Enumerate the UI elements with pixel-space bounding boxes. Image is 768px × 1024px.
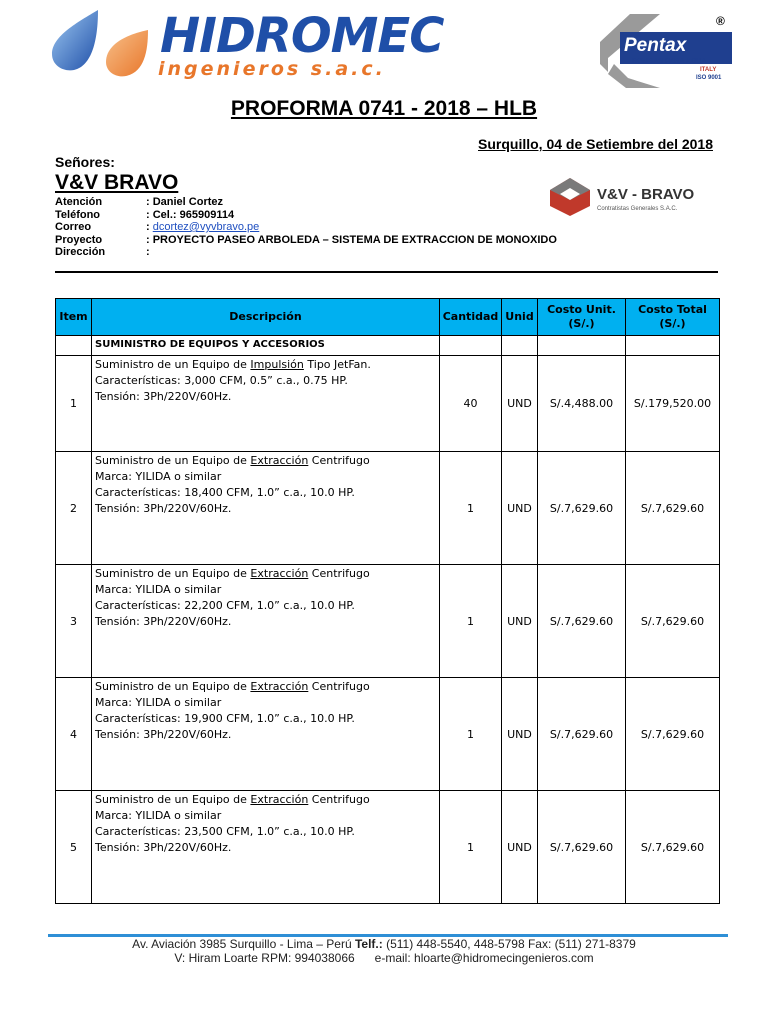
quote-table: [55, 298, 720, 904]
info-label: Proyecto: [55, 234, 103, 246]
cell-cantidad: 1: [440, 565, 502, 678]
footer-tel-label: Telf.:: [354, 937, 383, 951]
desc-text: Centrifugo: [308, 793, 370, 806]
cell-unid: UND: [502, 565, 538, 678]
cell-costo-unit: S/.7,629.60: [538, 565, 626, 678]
info-label: Atención: [55, 196, 103, 208]
pentax-tagline: BOMBAS PARA AGUA: [632, 58, 707, 65]
desc-text: Tipo JetFan.: [303, 358, 371, 371]
cell-cantidad: 40: [440, 356, 502, 452]
cell-unid: UND: [502, 452, 538, 565]
table-header-row: [56, 299, 720, 336]
cell-item: 4: [56, 678, 92, 791]
cell-costo-total: S/.7,629.60: [626, 791, 720, 904]
footer-text: Av. Aviación 3985 Surquillo - Lima – Perú: [132, 937, 355, 951]
desc-text: Suministro de un Equipo de: [95, 793, 251, 806]
desc-line: [95, 453, 436, 469]
cell-descripcion: [92, 452, 440, 565]
desc-text: Suministro de un Equipo de: [95, 567, 251, 580]
info-label: Dirección: [55, 246, 106, 258]
cell-costo-total: S/.179,520.00: [626, 356, 720, 452]
desc-text: Suministro de un Equipo de: [95, 358, 251, 371]
desc-line: Características: 3,000 CFM, 0.5” c.a., 0.75 HP.: [95, 374, 348, 387]
desc-line: Marca: YILIDA o similar: [95, 583, 222, 596]
header-text: Costo Total: [638, 303, 707, 316]
desc-line: Marca: YILIDA o similar: [95, 470, 222, 483]
cell-item: 1: [56, 356, 92, 452]
desc-underlined: Impulsión: [250, 358, 304, 371]
desc-line: Tensión: 3Ph/220V/60Hz.: [95, 390, 232, 403]
registered-mark: ®: [716, 14, 725, 28]
cell-unid: UND: [502, 356, 538, 452]
cell-descripcion: [92, 791, 440, 904]
cell-descripcion: [92, 356, 440, 452]
cell-item: 5: [56, 791, 92, 904]
header-costo-unit: [538, 299, 626, 336]
desc-line: Tensión: 3Ph/220V/60Hz.: [95, 502, 232, 515]
desc-text: Suministro de un Equipo de: [95, 680, 251, 693]
desc-underlined: Extracción: [250, 793, 309, 806]
desc-text: Centrifugo: [308, 680, 370, 693]
header-descripcion: Descripción: [92, 299, 440, 336]
desc-line: Marca: YILIDA o similar: [95, 809, 222, 822]
info-prefix: :: [146, 221, 153, 233]
header-costo-total: [626, 299, 720, 336]
desc-line: [95, 792, 436, 808]
table-row: [56, 452, 720, 565]
cell-costo-unit: S/.7,629.60: [538, 452, 626, 565]
cell-unid: UND: [502, 678, 538, 791]
cell-item: 3: [56, 565, 92, 678]
desc-underlined: Extracción: [250, 567, 309, 580]
desc-line: [95, 357, 436, 373]
desc-line: [95, 566, 436, 582]
vv-bravo-logo-icon: [548, 176, 592, 216]
info-value: : Cel.: 965909114: [146, 209, 235, 221]
cell-item: 2: [56, 452, 92, 565]
brand-subtitle: ingenieros s.a.c.: [158, 58, 386, 80]
cell-costo-unit: S/.4,488.00: [538, 356, 626, 452]
table-row: [56, 565, 720, 678]
table-cell: [502, 336, 538, 356]
hidromec-drop-logo-icon: [48, 8, 158, 80]
table-cell: [56, 336, 92, 356]
brand-name: HIDROMEC: [160, 8, 444, 64]
table-row: [56, 356, 720, 452]
info-direccion: [55, 246, 150, 259]
info-atencion: [55, 196, 223, 209]
section-row: [56, 336, 720, 356]
cell-costo-total: S/.7,629.60: [626, 452, 720, 565]
desc-line: Características: 19,900 CFM, 1.0” c.a., 10.0 HP.: [95, 712, 355, 725]
footer-text: (511) 448-5540, 448-5798 Fax: (511) 271-8379: [382, 937, 636, 951]
vv-bravo-logo-subtitle: Contratistas Generales S.A.C.: [597, 206, 678, 212]
cell-costo-unit: S/.7,629.60: [538, 791, 626, 904]
cell-descripcion: [92, 565, 440, 678]
desc-line: Características: 23,500 CFM, 1.0” c.a., 10.0 HP.: [95, 825, 355, 838]
cell-costo-total: S/.7,629.60: [626, 678, 720, 791]
desc-line: [95, 679, 436, 695]
desc-text: Centrifugo: [308, 567, 370, 580]
cell-cantidad: 1: [440, 452, 502, 565]
pentax-name: Pentax: [624, 35, 687, 56]
desc-text: Centrifugo: [308, 454, 370, 467]
table-cell: [626, 336, 720, 356]
desc-line: Tensión: 3Ph/220V/60Hz.: [95, 728, 232, 741]
header-text: Costo Unit.: [547, 303, 616, 316]
salutation: Señores:: [55, 154, 115, 170]
email-link[interactable]: dcortez@vyvbravo.pe: [152, 221, 260, 233]
section-title: SUMINISTRO DE EQUIPOS Y ACCESORIOS: [92, 336, 440, 356]
info-label: Teléfono: [55, 209, 101, 221]
desc-line: Características: 22,200 CFM, 1.0” c.a., 10.0 HP.: [95, 599, 355, 612]
header-unit: (S/.): [568, 317, 595, 330]
desc-text: Suministro de un Equipo de: [95, 454, 251, 467]
vv-bravo-logo-text: V&V - BRAVO: [597, 186, 695, 203]
cell-cantidad: 1: [440, 791, 502, 904]
desc-line: Características: 18,400 CFM, 1.0” c.a., 10.0 HP.: [95, 486, 355, 499]
cell-descripcion: [92, 678, 440, 791]
cell-unid: UND: [502, 791, 538, 904]
pentax-italy: ITALY: [700, 67, 717, 73]
cell-costo-total: S/.7,629.60: [626, 565, 720, 678]
desc-line: Tensión: 3Ph/220V/60Hz.: [95, 841, 232, 854]
info-label: Correo: [55, 221, 92, 233]
desc-line: Marca: YILIDA o similar: [95, 696, 222, 709]
desc-underlined: Extracción: [250, 680, 309, 693]
table-cell: [440, 336, 502, 356]
desc-line: Tensión: 3Ph/220V/60Hz.: [95, 615, 232, 628]
header-unit: (S/.): [659, 317, 686, 330]
info-value: : PROYECTO PASEO ARBOLEDA – SISTEMA DE EXTRACCION DE MONOXIDO: [146, 234, 557, 246]
footer-address: [0, 937, 768, 951]
document-title: PROFORMA 0741 - 2018 – HLB: [230, 97, 538, 120]
table-row: [56, 678, 720, 791]
footer-contact: V: Hiram Loarte RPM: 994038066 e-mail: hloarte@hidromecingenieros.com: [174, 951, 594, 965]
info-correo: [55, 221, 259, 234]
desc-underlined: Extracción: [250, 454, 309, 467]
header-item: Item: [56, 299, 92, 336]
cell-costo-unit: S/.7,629.60: [538, 678, 626, 791]
info-value: : Daniel Cortez: [146, 196, 224, 208]
table-row: [56, 791, 720, 904]
table-cell: [538, 336, 626, 356]
info-value: :: [146, 246, 150, 258]
client-name: V&V BRAVO: [55, 171, 179, 194]
cell-cantidad: 1: [440, 678, 502, 791]
header-unid: Unid: [502, 299, 538, 336]
pentax-iso: ISO 9001: [696, 75, 722, 81]
header-divider: [55, 271, 718, 273]
document-date: Surquillo, 04 de Setiembre del 2018: [478, 136, 713, 152]
header-cantidad: Cantidad: [440, 299, 502, 336]
